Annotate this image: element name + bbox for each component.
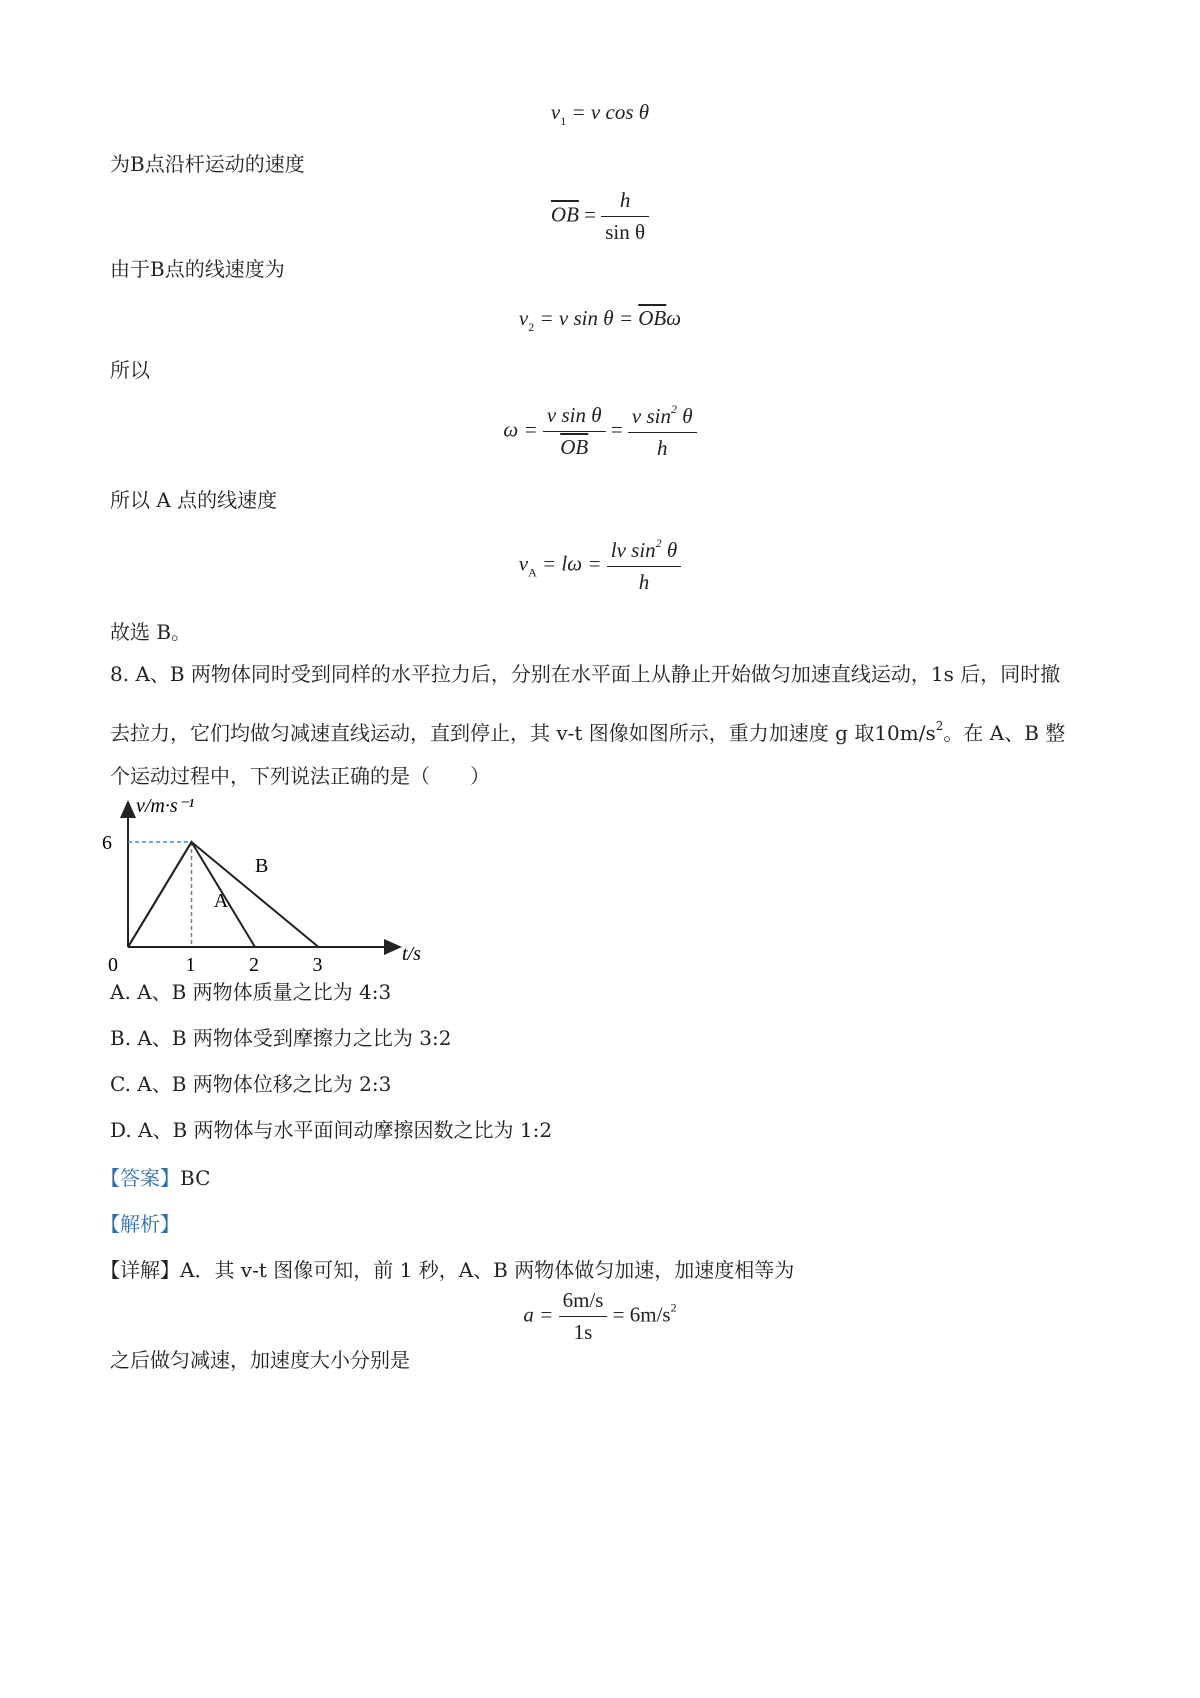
eq2-fraction bbox=[601, 188, 649, 245]
text-line-1: 为B点沿杆运动的速度 bbox=[110, 152, 305, 176]
detail-line bbox=[100, 1256, 794, 1284]
eq4-mid: = bbox=[610, 417, 623, 442]
eq6-fraction bbox=[559, 1288, 608, 1345]
equation-ob: $\overline{OB}$ = $\frac{h}{\text{sin θ}}$ bbox=[0, 188, 1200, 245]
question-line-2: 去拉力，它们均做匀减速直线运动，直到停止，其 v-t 图像如图所示，重力加速度 g 取$10m/s^2$。在 A、B 整 bbox=[110, 719, 1066, 745]
eq4-denominator-2: h bbox=[657, 436, 668, 460]
answer-label: 【答案】 bbox=[100, 1166, 180, 1190]
x-tick-label: 2 bbox=[249, 954, 259, 976]
eq3-rhs-a: = v sin θ = bbox=[539, 306, 639, 330]
vt-chart bbox=[100, 790, 440, 990]
answer-line bbox=[100, 1164, 210, 1192]
eq5-numerator: lv $\sin^2 \theta$ bbox=[607, 536, 682, 567]
equation-v1 bbox=[0, 100, 1200, 129]
text-line-3: 所以 bbox=[110, 358, 150, 382]
option-c: C. A、B 两物体位移之比为 2:3 bbox=[110, 1072, 392, 1096]
eq2-lhs: $\overline{OB}$ bbox=[550, 202, 579, 227]
eq4-lhs: ω = bbox=[503, 417, 538, 442]
y-tick-label: 6 bbox=[102, 832, 112, 854]
analysis-label: 【解析】 bbox=[100, 1212, 180, 1236]
x-axis-label: t/s bbox=[402, 943, 421, 965]
eq4-numerator-2: v $\sin^2 \theta$ bbox=[628, 402, 697, 433]
detail-label: 【详解】 bbox=[100, 1258, 180, 1282]
detail-text: A．其 v-t 图像可知，前 1 秒，A、B 两物体做匀加速，加速度相等为 bbox=[180, 1258, 795, 1282]
eq2-denominator: sin θ bbox=[605, 220, 646, 244]
eq6-lhs: a = bbox=[523, 1302, 554, 1327]
option-a: A. A、B 两物体质量之比为 4:3 bbox=[110, 980, 392, 1004]
eq6-denominator: 1s bbox=[573, 1320, 593, 1344]
eq1-lhs-sub: 1 bbox=[560, 114, 567, 128]
eq5-lhs-sub: A bbox=[528, 565, 537, 580]
eq3-rhs-c: ω bbox=[666, 306, 682, 330]
eq4-numerator-1: v sin θ bbox=[543, 403, 606, 432]
equation-v2 bbox=[0, 306, 1200, 335]
answer-value: BC bbox=[180, 1166, 211, 1190]
eq6-rhs: = 6m/s bbox=[612, 1302, 671, 1327]
equation-omega bbox=[0, 402, 1200, 461]
eq4-fraction-1 bbox=[543, 403, 606, 460]
question-line-3: 个运动过程中，下列说法正确的是（ ） bbox=[110, 764, 490, 788]
eq5-mid: = lω = bbox=[541, 551, 602, 576]
eq3-rhs-b: $\overline{OB}$ bbox=[638, 306, 667, 330]
equation-va bbox=[0, 536, 1200, 595]
series-label-b: B bbox=[255, 854, 269, 877]
option-b: B. A、B 两物体受到摩擦力之比为 3:2 bbox=[110, 1026, 452, 1050]
eq5-lhs: v bbox=[518, 551, 529, 576]
eq3-lhs-sub: 2 bbox=[528, 320, 535, 334]
equation-accel bbox=[0, 1288, 1200, 1345]
option-d: D. A、B 两物体与水平面间动摩擦因数之比为 1:2 bbox=[110, 1118, 553, 1142]
eq6-numerator: 6m/s bbox=[559, 1288, 608, 1317]
text-line-6: 之后做匀减速，加速度大小分别是 bbox=[110, 1348, 410, 1372]
question-line-1: 8. A、B 两物体同时受到同样的水平拉力后，分别在水平面上从静止开始做匀加速直线运动，1s 后，同时撤 bbox=[110, 662, 1061, 686]
text-line-2: 由于B点的线速度为 bbox=[110, 257, 285, 281]
eq2-numerator: h bbox=[601, 188, 649, 217]
x-tick-label: 3 bbox=[312, 954, 323, 976]
y-axis-label: v/m·s⁻¹ bbox=[136, 795, 195, 817]
x-tick-label: 1 bbox=[185, 954, 196, 976]
x-tick-label: 0 bbox=[108, 954, 118, 976]
analysis-line bbox=[100, 1210, 180, 1238]
eq5-denominator: h bbox=[638, 570, 650, 594]
eq6-rhs-sup: 2 bbox=[670, 1300, 677, 1315]
text-line-4: 所以 A 点的线速度 bbox=[110, 488, 278, 512]
eq4-denominator-1: OB bbox=[560, 435, 589, 459]
eq1-rhs: = v cos θ bbox=[571, 100, 650, 124]
eq4-fraction-2 bbox=[628, 402, 697, 461]
eq5-fraction bbox=[607, 536, 682, 595]
eq1-lhs: v bbox=[550, 100, 561, 124]
eq3-lhs: v bbox=[518, 306, 529, 330]
text-line-5: 故选 B。 bbox=[110, 620, 192, 644]
series-label-a: A bbox=[213, 889, 229, 912]
